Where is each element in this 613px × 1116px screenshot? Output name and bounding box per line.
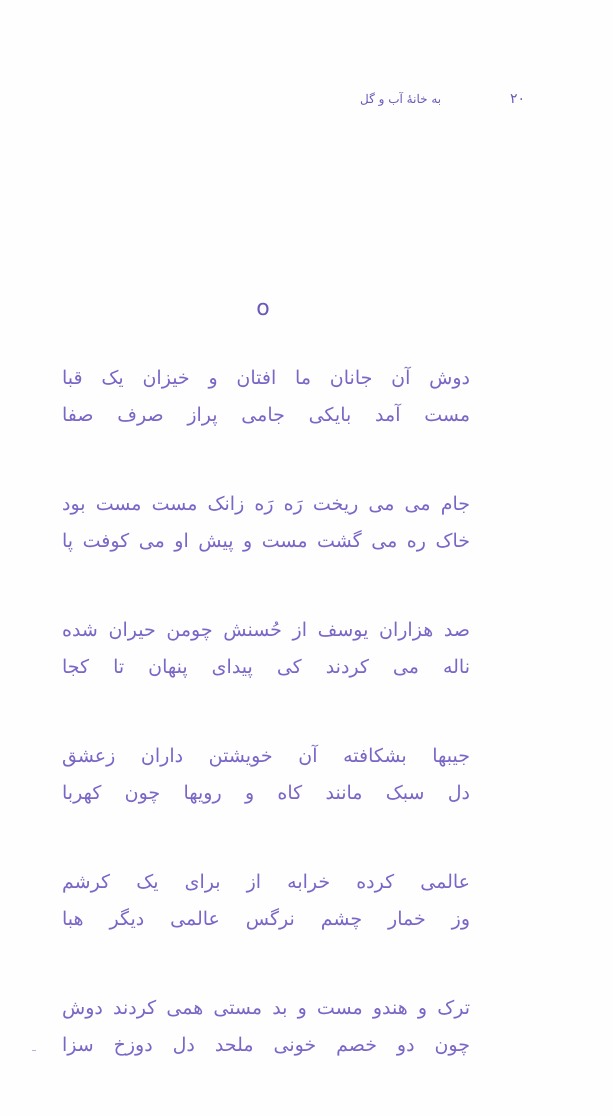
couplet — [62, 990, 470, 1064]
verse-line: عالمی کرده خرابه از برای یک کرشم — [62, 871, 470, 893]
couplet — [62, 360, 470, 434]
verse-line: خاک ره می گشت مست و پیش او می کوفت پا — [62, 530, 470, 552]
running-head — [360, 88, 525, 110]
couplet — [62, 612, 470, 686]
section-mark: o — [256, 296, 270, 321]
verse-line: ترک و هندو مست و بد مستی همی کردند دوش — [62, 997, 470, 1019]
verse-line: دل سبک مانند کاه و رویها چون کهربا — [62, 782, 470, 804]
couplet — [62, 738, 470, 812]
couplet — [62, 486, 470, 560]
verse-line: ناله می کردند کی پیدای پنهان تا کجا — [62, 656, 470, 678]
verse-line: مست آمد بایکی جامی پراز صرف صفا — [62, 404, 470, 426]
couplet — [62, 864, 470, 938]
page-number: ۲۰ — [509, 91, 525, 107]
scan-speck — [32, 1050, 36, 1051]
verse-line: جیبها بشکافته آن خویشتن داران زعشق — [62, 745, 470, 767]
verse-line: صد هزاران یوسف از حُسنش چومن حیران شده — [62, 619, 470, 641]
verse-line: دوش آن جانان ما افتان و خیزان یک قبا — [62, 367, 470, 389]
verse-line: چون دو خصم خونی ملحد دل دوزخ سزا — [62, 1034, 470, 1056]
verse-line: جام می می ریخت رَه رَه زانک مست مست بود — [62, 493, 470, 515]
poem — [62, 360, 470, 1116]
verse-line: وز خمار چشم نرگس عالمی دیگر هبا — [62, 908, 470, 930]
book-title: به خانهٔ آب و گل — [360, 92, 442, 106]
